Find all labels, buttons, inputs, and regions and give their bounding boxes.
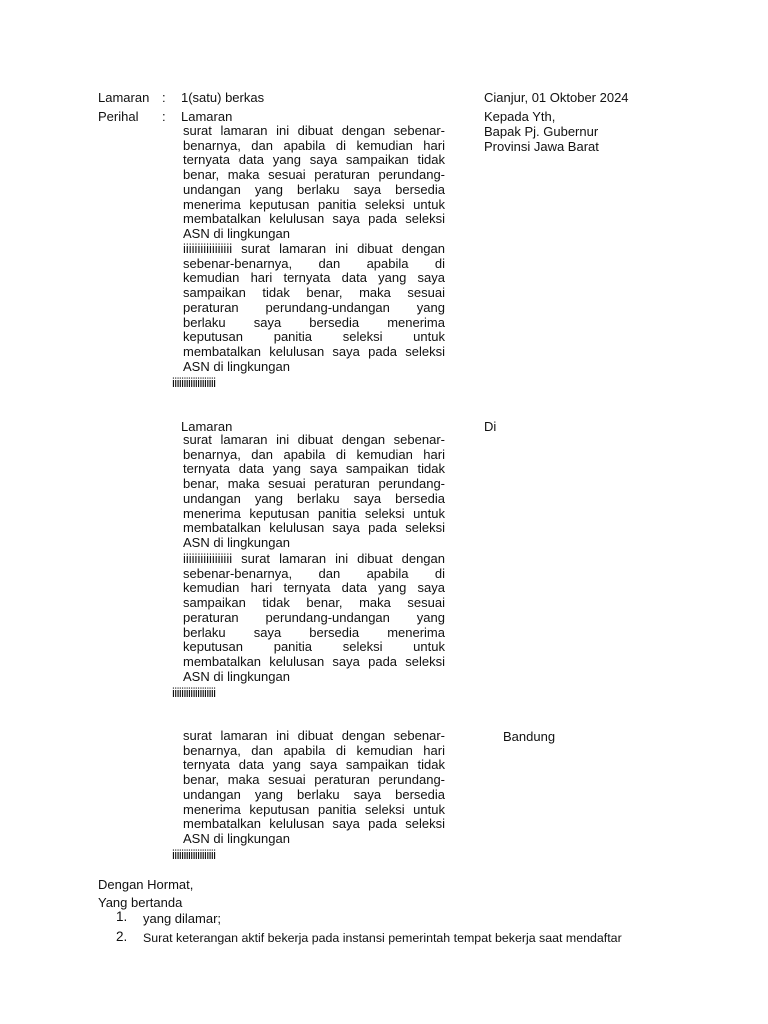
text-line: membatalkan kelulusan saya pada seleksi <box>183 816 445 832</box>
list-item-number: 2. <box>116 929 128 944</box>
text-line: berlaku saya bersedia menerima <box>183 624 445 640</box>
list-item-text: Surat keterangan aktif bekerja pada instansi pemerintah tempat bekerja saat mendaftar <box>143 931 622 945</box>
text-line: benarnya, dan apabila di kemudian hari <box>183 742 445 758</box>
text-line: benar, maka sesuai peraturan perundang- <box>183 167 445 183</box>
trailer-text-2: iiiiiiiiiiiiiiiiiii <box>172 685 216 700</box>
text-line: undangan yang berlaku saya bersedia <box>183 181 445 197</box>
text-line: surat lamaran ini dibuat dengan sebenar- <box>183 728 445 743</box>
text-line: membatalkan kelulusan saya pada seleksi <box>183 343 445 359</box>
text-line: keputusan panitia seleksi untuk <box>183 329 445 345</box>
text-line: sampaikan tidak benar, maka sesuai <box>183 595 445 611</box>
text-line: ASN di lingkungan <box>183 225 290 241</box>
text-line: benar, maka sesuai peraturan perundang- <box>183 772 445 788</box>
lamaran-value: 1(satu) berkas <box>181 90 265 105</box>
text-line: undangan yang berlaku saya bersedia <box>183 786 445 802</box>
text-line: surat lamaran ini dibuat dengan sebenar- <box>183 123 445 138</box>
recipient-line-2: Bapak Pj. Gubernur <box>484 124 599 139</box>
text-line: kemudian hari ternyata data yang saya <box>183 270 445 286</box>
text-line: benar, maka sesuai peraturan perundang- <box>183 476 445 492</box>
text-line: membatalkan kelulusan saya pada seleksi <box>183 211 445 227</box>
text-line: membatalkan kelulusan saya pada seleksi <box>183 653 445 669</box>
trailer-text-1: iiiiiiiiiiiiiiiiiii <box>172 375 216 390</box>
text-line: peraturan perundang-undangan yang <box>183 299 445 315</box>
text-line: sebenar-benarnya, dan apabila di <box>183 565 445 581</box>
list-item-number: 1. <box>116 909 128 924</box>
text-line: berlaku saya bersedia menerima <box>183 314 445 330</box>
recipient-city: Bandung <box>503 729 556 744</box>
text-line: ASN di lingkungan <box>183 358 290 374</box>
text-line: benarnya, dan apabila di kemudian hari <box>183 137 445 153</box>
text-line: membatalkan kelulusan saya pada seleksi <box>183 520 445 536</box>
perihal-label: Perihal <box>98 109 139 124</box>
paragraph-block-a-2 <box>183 433 445 551</box>
recipient-line-1: Kepada Yth, <box>484 109 556 124</box>
lamaran-colon: : <box>162 90 166 105</box>
text-line: ASN di lingkungan <box>183 668 290 684</box>
paragraph-block-a-1 <box>183 124 445 242</box>
text-line: iiiiiiiiiiiiiiiii surat lamaran ini dibuat dengan <box>183 551 445 566</box>
text-line: ternyata data yang saya sampaikan tidak <box>183 152 445 168</box>
recipient-di: Di <box>484 419 497 434</box>
perihal-colon: : <box>162 109 166 124</box>
text-line: ternyata data yang saya sampaikan tidak <box>183 461 445 477</box>
intro-text: Yang bertanda <box>98 895 183 910</box>
paragraph-block-b-2 <box>183 552 445 684</box>
text-line: ternyata data yang saya sampaikan tidak <box>183 757 445 773</box>
text-line: ASN di lingkungan <box>183 534 290 550</box>
text-line: sebenar-benarnya, dan apabila di <box>183 255 445 271</box>
text-line: menerima keputusan panitia seleksi untuk <box>183 801 445 817</box>
text-line: iiiiiiiiiiiiiiiii surat lamaran ini dibuat dengan <box>183 241 445 256</box>
second-lamaran: Lamaran <box>181 419 233 434</box>
text-line: benarnya, dan apabila di kemudian hari <box>183 446 445 462</box>
text-line: surat lamaran ini dibuat dengan sebenar- <box>183 432 445 447</box>
text-line: menerima keputusan panitia seleksi untuk <box>183 196 445 212</box>
recipient-line-3: Provinsi Jawa Barat <box>484 139 599 154</box>
text-line: menerima keputusan panitia seleksi untuk <box>183 505 445 521</box>
text-line: sampaikan tidak benar, maka sesuai <box>183 285 445 301</box>
text-line: ASN di lingkungan <box>183 830 290 846</box>
place-date: Cianjur, 01 Oktober 2024 <box>484 90 629 105</box>
lamaran-label: Lamaran <box>98 90 150 105</box>
text-line: keputusan panitia seleksi untuk <box>183 639 445 655</box>
list-item-text: yang dilamar; <box>143 911 222 926</box>
text-line: undangan yang berlaku saya bersedia <box>183 490 445 506</box>
perihal-value: Lamaran <box>181 109 233 124</box>
trailer-text-3: iiiiiiiiiiiiiiiiiii <box>172 847 216 862</box>
paragraph-block-b-1 <box>183 242 445 374</box>
text-line: peraturan perundang-undangan yang <box>183 609 445 625</box>
text-line: kemudian hari ternyata data yang saya <box>183 580 445 596</box>
greeting: Dengan Hormat, <box>98 877 194 892</box>
paragraph-block-a-3 <box>183 729 445 847</box>
